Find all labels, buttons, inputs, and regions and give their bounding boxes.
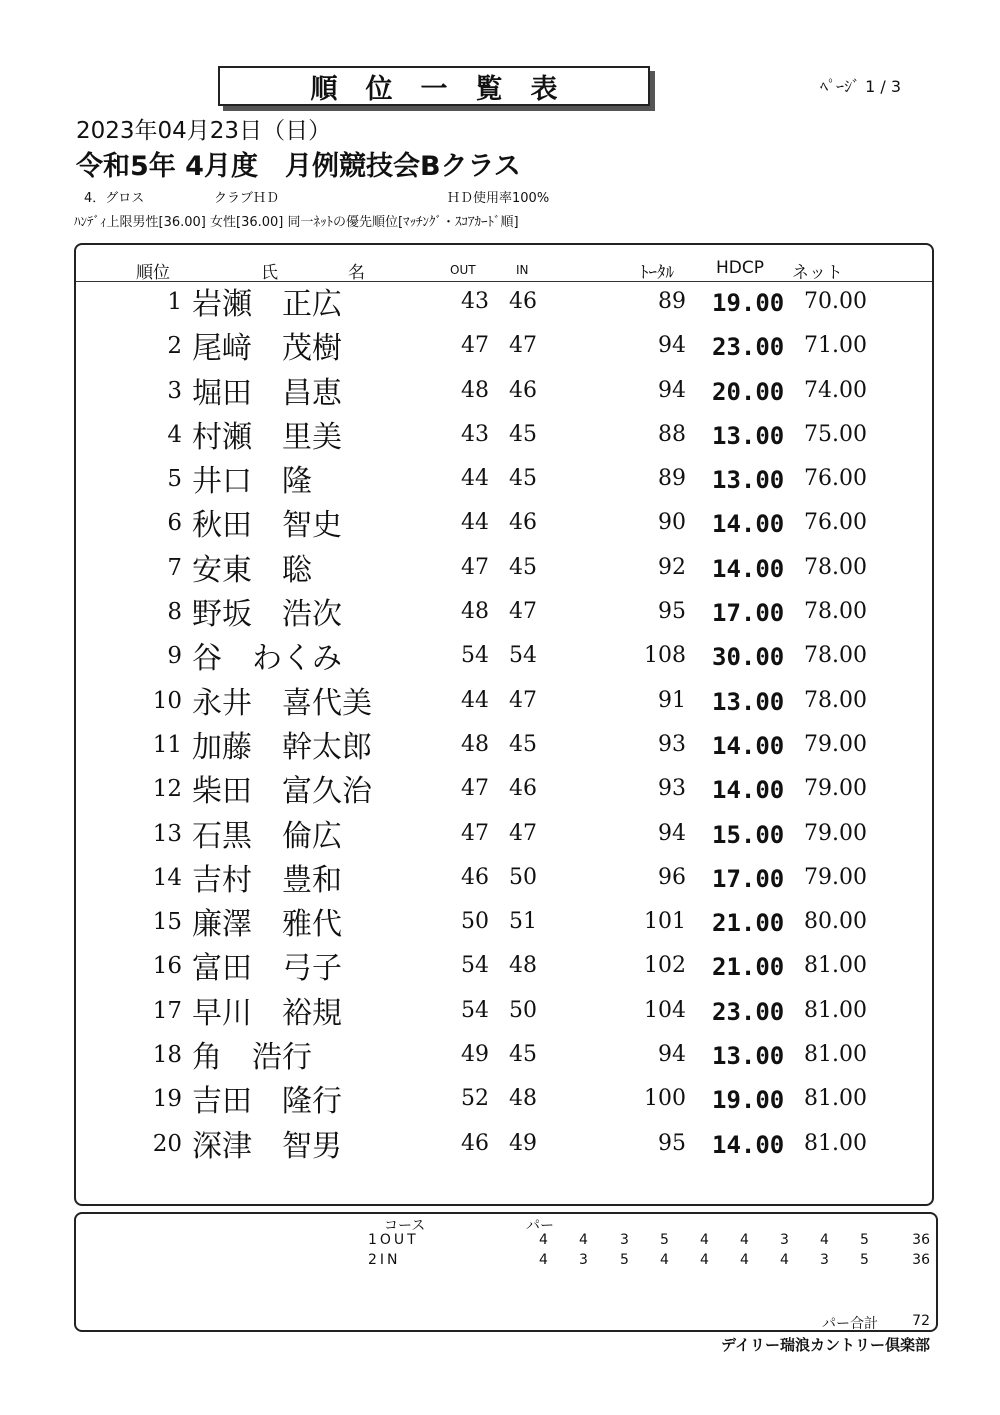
rank-cell: 17 [152,997,182,1024]
out-score: 47 [461,820,489,846]
out-score: 44 [461,687,489,713]
hole-par: 4 [740,1252,749,1268]
in-score: 47 [509,820,537,846]
rank-cell: 3 [167,377,182,404]
table-row [76,327,932,371]
hole-par: 5 [660,1232,669,1248]
hdcp-value: 23.00 [712,997,785,1026]
in-score: 48 [509,953,537,979]
header-divider [76,281,932,282]
hdcp-value: 14.00 [712,731,785,760]
hdcp-value: 14.00 [712,510,785,539]
handicap-note: ﾊﾝﾃﾞｨ上限男性[36.00] 女性[36.00] 同一ﾈｯﾄの優先順位[ﾏｯﾁﾝｸﾞ・ｽｺｱｶｰﾄﾞ順] [74,215,519,230]
hdcp-value: 21.00 [712,909,785,938]
mode-label: 4．グロス [84,191,145,206]
hdcp-value: 30.00 [712,643,785,672]
out-score: 48 [461,599,489,625]
out-score: 47 [461,333,489,359]
total-score: 102 [644,953,686,979]
out-score: 46 [461,1130,489,1156]
net-score: 81.00 [804,997,867,1023]
net-score: 76.00 [804,510,867,536]
in-score: 47 [509,687,537,713]
total-score: 95 [658,599,686,625]
total-score: 95 [658,1130,686,1156]
hole-par: 4 [539,1232,548,1248]
net-score: 79.00 [804,864,867,890]
rank-cell: 1 [167,289,182,315]
hdcp-value: 17.00 [712,599,785,628]
name-cell: 永井 喜代美 [192,685,372,721]
out-score: 47 [461,776,489,802]
net-score: 70.00 [804,289,867,314]
in-score: 45 [509,421,537,447]
total-score: 92 [658,554,686,580]
in-score: 46 [509,377,537,403]
name-cell: 村瀬 里美 [192,419,342,455]
hole-par: 4 [539,1252,548,1268]
hole-par: 3 [579,1252,588,1268]
in-score: 45 [509,731,537,757]
net-score: 81.00 [804,1130,867,1156]
total-score: 104 [644,997,686,1023]
net-score: 80.00 [804,909,867,935]
name-cell: 柴田 富久治 [192,774,372,810]
net-score: 78.00 [804,687,867,713]
total-score: 89 [658,289,686,314]
net-score: 81.00 [804,1086,867,1112]
hole-par: 4 [700,1232,709,1248]
club-name: デイリー瑞浪カントリー倶楽部 [721,1336,930,1354]
hdcp-value: 20.00 [712,377,785,406]
par-line [76,1252,936,1270]
out-score: 54 [461,953,489,979]
rank-cell: 15 [152,909,182,936]
header-out: OUT [450,263,476,277]
course-par-panel [74,1212,938,1332]
par-line [76,1232,936,1250]
name-cell: 早川 裕規 [192,995,342,1031]
rank-cell: 16 [152,953,182,980]
hd-rate-label: ＨＤ使用率100% [447,191,550,206]
in-score: 46 [509,776,537,802]
name-cell: 谷 わくみ [192,641,342,677]
net-score: 79.00 [804,820,867,846]
results-table [74,243,934,1206]
name-cell: 堀田 昌恵 [192,375,342,411]
hole-par: 3 [620,1232,629,1248]
name-cell: 深津 智男 [192,1128,342,1164]
table-row [76,283,932,327]
out-score: 48 [461,377,489,403]
net-score: 76.00 [804,466,867,492]
net-score: 78.00 [804,554,867,580]
hdcp-value: 13.00 [712,466,785,495]
out-score: 48 [461,731,489,757]
table-row [76,815,932,859]
total-score: 94 [658,820,686,846]
course-label: コース [384,1218,426,1234]
total-score: 94 [658,377,686,403]
rank-cell: 4 [167,421,182,448]
hole-par: 4 [740,1232,749,1248]
name-cell: 岩瀬 正広 [192,287,342,322]
table-row [76,726,932,770]
rank-cell: 7 [167,554,182,581]
name-cell: 富田 弓子 [192,951,342,987]
total-score: 94 [658,1042,686,1068]
hole-par: 3 [780,1232,789,1248]
hdcp-value: 21.00 [712,953,785,982]
out-score: 52 [461,1086,489,1112]
header-name-2: 名 [348,263,365,283]
net-score: 71.00 [804,333,867,359]
rank-cell: 11 [152,731,182,758]
in-score: 50 [509,997,537,1023]
course-line-name: 2IN [368,1252,401,1268]
in-score: 45 [509,1042,537,1068]
name-cell: 角 浩行 [192,1040,312,1076]
total-score: 96 [658,864,686,890]
rank-cell: 2 [167,333,182,360]
out-score: 49 [461,1042,489,1068]
hole-par: 5 [620,1252,629,1268]
out-score: 54 [461,997,489,1023]
hdcp-value: 14.00 [712,554,785,583]
page-title: 順位一覧表 [218,66,650,106]
results-rows [76,283,932,1169]
in-score: 51 [509,909,537,935]
par-total: 72 [912,1313,930,1329]
hole-par: 5 [860,1252,869,1268]
net-score: 81.00 [804,953,867,979]
name-cell: 安東 聡 [192,552,312,588]
rank-cell: 20 [152,1130,182,1157]
total-score: 108 [644,643,686,669]
total-score: 94 [658,333,686,359]
net-score: 78.00 [804,643,867,669]
in-score: 45 [509,554,537,580]
hdcp-value: 15.00 [712,820,785,849]
rank-cell: 18 [152,1042,182,1069]
rank-cell: 5 [167,466,182,493]
net-score: 81.00 [804,1042,867,1068]
in-score: 45 [509,466,537,492]
total-score: 93 [658,776,686,802]
in-score: 50 [509,864,537,890]
hdcp-value: 13.00 [712,1042,785,1071]
total-score: 93 [658,731,686,757]
total-score: 90 [658,510,686,536]
in-score: 49 [509,1130,537,1156]
rank-cell: 12 [152,776,182,803]
in-score: 47 [509,333,537,359]
in-score: 54 [509,643,537,669]
in-score: 47 [509,599,537,625]
table-row [76,859,932,903]
table-row [76,903,932,947]
in-score: 48 [509,1086,537,1112]
event-date: 2023年04月23日（日） [76,118,332,144]
table-row [76,416,932,460]
net-score: 74.00 [804,377,867,403]
out-score: 54 [461,643,489,669]
name-cell: 尾﨑 茂樹 [192,331,342,367]
header-net: ネット [792,263,843,283]
total-score: 88 [658,421,686,447]
table-row [76,1036,932,1080]
hdcp-value: 19.00 [712,289,785,317]
name-cell: 吉村 豊和 [192,862,342,898]
rank-cell: 6 [167,510,182,537]
name-cell: 吉田 隆行 [192,1084,342,1120]
out-score: 47 [461,554,489,580]
hdcp-value: 13.00 [712,687,785,716]
name-cell: 野坂 浩次 [192,597,342,633]
out-score: 44 [461,466,489,492]
rank-cell: 13 [152,820,182,847]
hole-par: 4 [780,1252,789,1268]
par-total-label: パー合計 [822,1316,878,1332]
name-cell: 秋田 智史 [192,508,342,544]
total-score: 89 [658,466,686,492]
rank-cell: 19 [152,1086,182,1113]
page-number: ﾍﾟｰｼﾞ 1 / 3 [820,77,902,96]
table-row [76,682,932,726]
name-cell: 廉澤 雅代 [192,907,342,943]
hole-par: 5 [860,1232,869,1248]
hdcp-value: 19.00 [712,1086,785,1115]
out-score: 44 [461,510,489,536]
table-row [76,1080,932,1124]
header-rank: 順位 [136,263,170,283]
total-score: 100 [644,1086,686,1112]
header-hdcp: HDCP [716,258,764,278]
net-score: 78.00 [804,599,867,625]
hole-par: 4 [820,1232,829,1248]
club-hd-label: クラブＨＤ [214,191,280,206]
in-score: 46 [509,510,537,536]
hole-par: 4 [700,1252,709,1268]
rank-cell: 8 [167,599,182,626]
total-score: 101 [644,909,686,935]
hdcp-value: 14.00 [712,776,785,805]
out-score: 43 [461,421,489,447]
total-score: 91 [658,687,686,713]
table-row [76,637,932,681]
hole-par: 4 [660,1252,669,1268]
table-row [76,549,932,593]
out-score: 46 [461,864,489,890]
hole-par: 4 [579,1232,588,1248]
rank-cell: 9 [167,643,182,670]
table-row [76,460,932,504]
table-row [76,1125,932,1169]
header-in: IN [516,263,529,277]
competition-name: 令和5年 4月度 月例競技会Bクラス [76,151,521,182]
table-row [76,992,932,1036]
in-score: 46 [509,289,537,314]
header-total: ﾄｰﾀﾙ [640,263,674,283]
table-row [76,372,932,416]
name-cell: 石黒 倫広 [192,818,342,854]
table-row [76,504,932,548]
hdcp-value: 23.00 [712,333,785,362]
line-par-total: 36 [912,1252,930,1268]
par-label: パー [526,1218,554,1234]
header-name-1: 氏 [261,263,278,283]
net-score: 79.00 [804,731,867,757]
hdcp-value: 17.00 [712,864,785,893]
hole-par: 3 [820,1252,829,1268]
name-cell: 井口 隆 [192,464,312,500]
out-score: 50 [461,909,489,935]
course-line-name: 1OUT [368,1232,419,1248]
rank-cell: 14 [152,864,182,891]
rank-cell: 10 [152,687,182,714]
hdcp-value: 13.00 [712,421,785,450]
table-row [76,770,932,814]
table-row [76,947,932,991]
hdcp-value: 14.00 [712,1130,785,1159]
out-score: 43 [461,289,489,314]
line-par-total: 36 [912,1232,930,1248]
name-cell: 加藤 幹太郎 [192,729,372,765]
table-row [76,593,932,637]
net-score: 75.00 [804,421,867,447]
net-score: 79.00 [804,776,867,802]
